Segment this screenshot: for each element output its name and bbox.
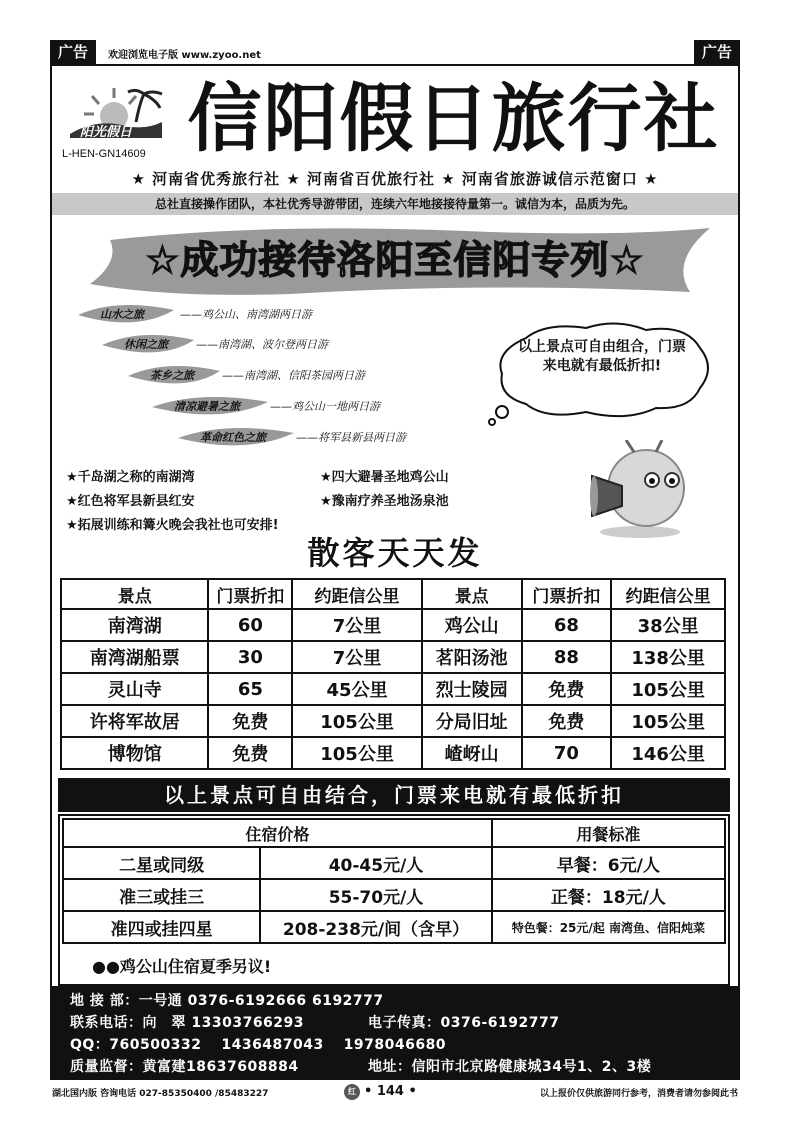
- table-cell: 138公里: [611, 641, 725, 673]
- column-header: 住宿价格: [63, 819, 492, 847]
- route-item: [126, 363, 456, 389]
- table-cell: 7公里: [292, 641, 422, 673]
- footer-left: 湖北国内版 咨询电话 027-85350400 /85483227: [52, 1089, 269, 1099]
- table-cell: 88: [522, 641, 612, 673]
- table-cell: 70: [522, 737, 612, 769]
- route-item: [100, 332, 420, 358]
- headline-text: ☆成功接待洛阳至信阳专列☆: [145, 238, 645, 282]
- table-cell: 68: [522, 609, 612, 641]
- column-header: 门票折扣: [522, 579, 612, 609]
- table-row: [63, 911, 725, 943]
- column-header: 景点: [61, 579, 208, 609]
- contact-line: 联系电话：向 翠 13303766293: [70, 1015, 305, 1031]
- svg-text:阳光假日: 阳光假日: [80, 125, 133, 140]
- table-cell: 105公里: [292, 705, 422, 737]
- page-footer: [52, 1082, 738, 1102]
- table-row: [61, 673, 725, 705]
- table-cell: 免费: [522, 705, 612, 737]
- table-cell: 准四或挂四星: [63, 911, 260, 943]
- route-label: 革命红色之旅: [200, 431, 266, 444]
- table-cell: 105公里: [292, 737, 422, 769]
- megaphone-mascot-icon: [588, 440, 692, 540]
- section-title: 散客天天发: [307, 534, 483, 572]
- table-cell: 茗阳汤池: [422, 641, 522, 673]
- route-item: [76, 302, 396, 328]
- ad-tag-left: 广告: [50, 40, 96, 64]
- top-bar: [50, 40, 740, 66]
- table-cell: 7公里: [292, 609, 422, 641]
- column-header: 约距信公里: [611, 579, 725, 609]
- route-label: 茶乡之旅: [150, 369, 194, 382]
- table-cell: 38公里: [611, 609, 725, 641]
- footer-right: 以上报价仅供旅游同行参考，消费者请勿参阅此书: [539, 1089, 738, 1099]
- headline-banner: [70, 222, 720, 298]
- badge-icon: 红: [344, 1084, 360, 1100]
- highlight-item: ★红色将军县新县红安: [66, 494, 195, 509]
- contact-line: 电子传真：0376-6192777: [368, 1015, 560, 1031]
- column-header: 门票折扣: [208, 579, 292, 609]
- table-cell: 嵖岈山: [422, 737, 522, 769]
- table-header-row: [63, 819, 725, 847]
- table-cell: 南湾湖船票: [61, 641, 208, 673]
- sun-logo-icon: [66, 82, 166, 146]
- table-cell: 免费: [208, 737, 292, 769]
- contact-line: QQ：760500332 1436487043 1978046680: [70, 1037, 447, 1053]
- route-desc: ——南湾湖、波尔登两日游: [196, 338, 328, 351]
- table-cell: 60: [208, 609, 292, 641]
- table-cell: 105公里: [611, 705, 725, 737]
- table-cell: 许将军故居: [61, 705, 208, 737]
- lodging-table: [62, 818, 726, 944]
- route-desc: ——将军县新县两日游: [296, 431, 406, 444]
- table-cell: 准三或挂三: [63, 879, 260, 911]
- table-cell: 208-238元/间（含早）: [260, 911, 491, 943]
- table-cell: 早餐：6元/人: [492, 847, 725, 879]
- table-cell: 30: [208, 641, 292, 673]
- attractions-table: [60, 578, 726, 770]
- highlight-item: ★拓展训练和篝火晚会我社也可安排!: [66, 518, 279, 533]
- route-desc: ——鸡公山一地两日游: [270, 400, 380, 413]
- table-row: [63, 879, 725, 911]
- license-number: L-HEN-GN14609: [62, 148, 146, 160]
- table-cell: 免费: [208, 705, 292, 737]
- table-cell: 146公里: [611, 737, 725, 769]
- route-desc: ——鸡公山、南湾湖两日游: [180, 308, 312, 321]
- ad-tag-right: 广告: [694, 40, 740, 64]
- contact-line: 质量监督：黄富建18637608884: [70, 1059, 299, 1075]
- agency-name: 信阳假日旅行社: [187, 76, 720, 162]
- table-cell: 二星或同级: [63, 847, 260, 879]
- table-row: [63, 847, 725, 879]
- contact-line: 地址：信阳市北京路健康城34号1、2、3楼: [368, 1059, 652, 1075]
- table-cell: 灵山寺: [61, 673, 208, 705]
- highlight-item: ★豫南疗养圣地汤泉池: [320, 494, 449, 509]
- highlight-item: ★四大避暑圣地鸡公山: [320, 470, 449, 485]
- lodging-note: ●●鸡公山住宿夏季另议!: [92, 957, 272, 976]
- honors-line: ★ 河南省优秀旅行社 ★ 河南省百优旅行社 ★ 河南省旅游诚信示范窗口 ★: [131, 170, 659, 188]
- table-cell: 博物馆: [61, 737, 208, 769]
- table-header-row: [61, 579, 725, 609]
- contact-line: 地 接 部：一号通 0376-6192666 6192777: [70, 993, 384, 1009]
- table-cell: 烈士陵园: [422, 673, 522, 705]
- column-header: 约距信公里: [292, 579, 422, 609]
- table-cell: 65: [208, 673, 292, 705]
- highlight-item: ★千岛湖之称的南湖湾: [66, 470, 195, 485]
- contact-block: [52, 986, 738, 1078]
- slogan-strip: 总社直接操作团队，本社优秀导游带团，连续六年地接接待量第一。诚信为本，品质为先。: [52, 193, 738, 215]
- discount-banner: 以上景点可自由结合，门票来电就有最低折扣: [58, 778, 730, 812]
- column-header: 景点: [422, 579, 522, 609]
- table-cell: 免费: [522, 673, 612, 705]
- table-cell: 特色餐：25元/起 南湾鱼、信阳炖菜: [492, 911, 725, 943]
- table-cell: 45公里: [292, 673, 422, 705]
- route-label: 山水之旅: [100, 308, 144, 321]
- route-label: 清凉避暑之旅: [174, 400, 240, 413]
- table-cell: 55-70元/人: [260, 879, 491, 911]
- bubble-text: 以上景点可自由组合，门票来电就有最低折扣!: [518, 339, 686, 374]
- table-row: [61, 705, 725, 737]
- table-cell: 正餐：18元/人: [492, 879, 725, 911]
- column-header: 用餐标准: [492, 819, 725, 847]
- route-desc: ——南湾湖、信阳茶园两日游: [222, 369, 365, 382]
- table-cell: 鸡公山: [422, 609, 522, 641]
- welcome-text: 欢迎浏览电子版 www.zyoo.net: [108, 50, 261, 61]
- route-item: [150, 394, 470, 420]
- page-number: [344, 1082, 417, 1102]
- route-label: 休闲之旅: [124, 338, 168, 351]
- table-row: [61, 641, 725, 673]
- table-cell: 南湾湖: [61, 609, 208, 641]
- table-cell: 分局旧址: [422, 705, 522, 737]
- agency-logo: [66, 82, 166, 146]
- route-item: [176, 425, 476, 451]
- table-cell: 40-45元/人: [260, 847, 491, 879]
- page-number-text: • 144 •: [364, 1084, 417, 1099]
- table-cell: 105公里: [611, 673, 725, 705]
- table-row: [61, 609, 725, 641]
- table-row: [61, 737, 725, 769]
